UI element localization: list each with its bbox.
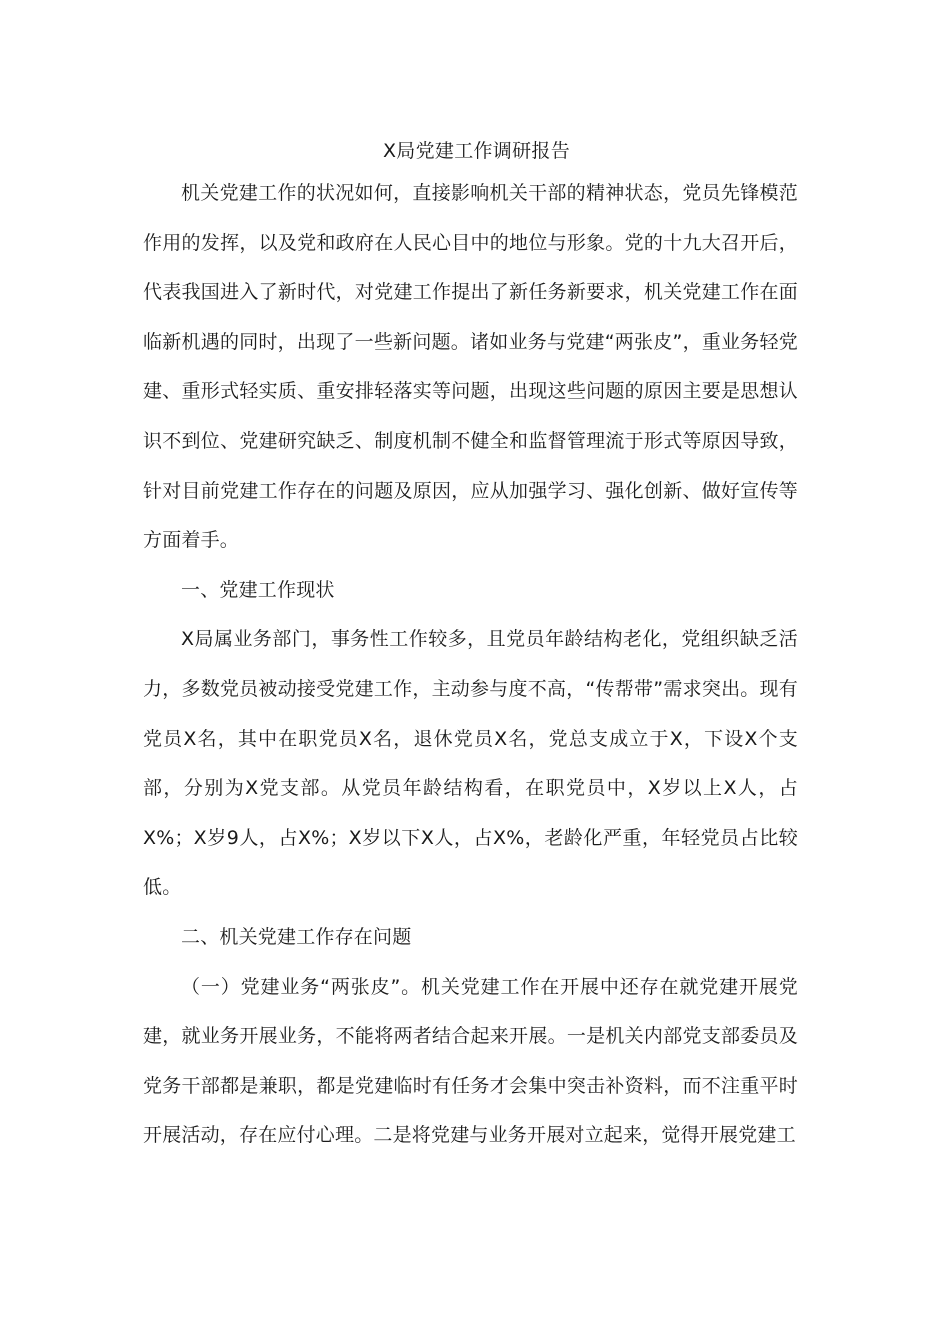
document-body — [143, 133, 798, 1161]
status-paragraph: X局属业务部门，事务性工作较多，且党员年龄结构老化，党组织缺乏活力，多数党员被动接受党建工作，主动参与度不高，“传帮带”需求突出。现有党员X名，其中在职党员X名，退休党员X名，党总支成立于X，下设X个支部，分别为X党支部。从党员年龄结构看，在职党员中，X岁以上X人，占X%；X岁9人，占X%；X岁以下X人，占X%，老龄化严重，年轻党员占比较低。 — [143, 628, 798, 899]
document-title: X局党建工作调研报告 — [382, 140, 571, 162]
section-heading-status: 一、党建工作现状 — [181, 578, 335, 601]
problems-paragraph: （一）党建业务“两张皮”。机关党建工作在开展中还存在就党建开展党建，就业务开展业务，不能将两者结合起来开展。一是机关内部党支部委员及党务干部都是兼职，都是党建临时有任务才会集中突击补资料，而不注重平时开展活动，存在应付心理。二是将党建与业务开展对立起来，觉得开展党建工 — [143, 975, 798, 1147]
section-heading-problems: 二、机关党建工作存在问题 — [181, 925, 412, 948]
intro-paragraph: 机关党建工作的状况如何，直接影响机关干部的精神状态，党员先锋模范作用的发挥，以及党和政府在人民心目中的地位与形象。党的十九大召开后，代表我国进入了新时代，对党建工作提出了新任务新要求，机关党建工作在面临新机遇的同时，出现了一些新问题。诸如业务与党建“两张皮”，重业务轻党建、重形式轻实质、重安排轻落实等问题，出现这些问题的原因主要是思想认识不到位、党建研究缺乏、制度机制不健全和监督管理流于形式等原因导致，针对目前党建工作存在的问题及原因，应从加强学习、强化创新、做好宣传等方面着手。 — [143, 182, 798, 552]
